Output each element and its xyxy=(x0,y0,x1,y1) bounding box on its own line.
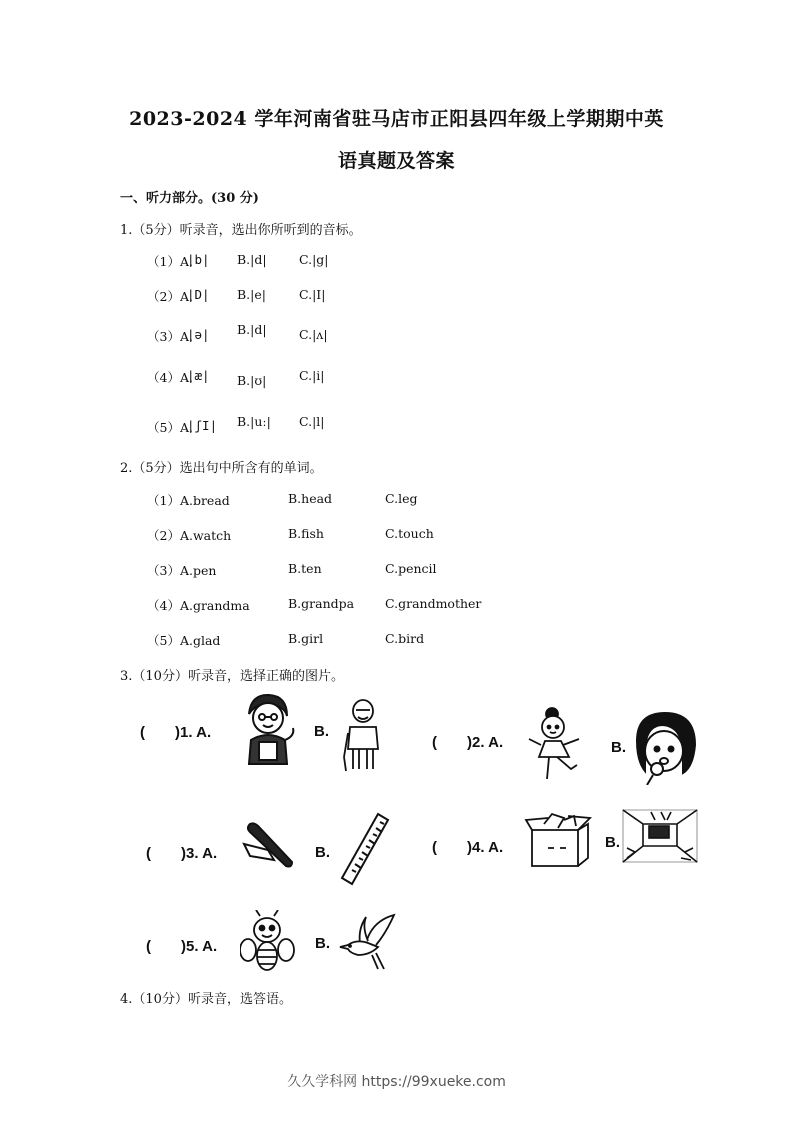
q1-row-3-option-a: |ə| xyxy=(187,327,210,342)
page-title-line-2: 语真题及答案 xyxy=(337,150,455,172)
q2-row-2-option-c: C.touch xyxy=(385,526,434,541)
q3-item-4-label: ( )4. A. xyxy=(432,839,504,856)
room-drawing-icon xyxy=(621,808,699,868)
q1-row-1-option-c: C.|g| xyxy=(299,252,329,267)
q1-row-5-label: （5）A. xyxy=(147,420,193,435)
q1-row-5-option-c: C.|l| xyxy=(299,414,325,429)
q2-row-3-option-a: （3）A.pen xyxy=(147,563,217,578)
q2-row-1-option-c: C.leg xyxy=(385,491,418,506)
q1-row-1-label: （1）A. xyxy=(147,254,193,269)
question-2-prompt: 2.（5分）选出句中所含有的单词。 xyxy=(120,461,323,476)
pencil-sharpener-drawing-icon xyxy=(242,820,296,874)
q3-item-3-option-b: B. xyxy=(315,844,330,861)
q1-row-3-option-c: C.|ʌ| xyxy=(299,327,328,342)
dancing-girl-drawing-icon xyxy=(527,705,585,787)
q1-row-4-option-a: |æ| xyxy=(187,368,210,383)
q2-row-4-option-c: C.grandmother xyxy=(385,596,482,611)
q1-row-3-label: （3）A. xyxy=(147,329,193,344)
q2-row-4-option-b: B.grandpa xyxy=(288,596,355,611)
q3-item-3-label: ( )3. A. xyxy=(146,845,218,862)
q1-row-4-option-c: C.|i| xyxy=(299,368,325,383)
q1-row-1-option-b: B.|d| xyxy=(237,252,267,267)
q1-row-2-label: （2）A. xyxy=(147,289,193,304)
q1-row-4-option-b: B.|ʊ| xyxy=(237,373,267,388)
q1-row-2-option-b: B.|e| xyxy=(237,287,266,302)
box-drawing-icon xyxy=(524,812,592,872)
q1-row-2-option-c: C.|I| xyxy=(299,287,326,302)
q2-row-5-option-c: C.bird xyxy=(385,631,425,646)
q2-row-2-option-b: B.fish xyxy=(288,526,324,541)
q2-row-5-option-b: B.girl xyxy=(288,631,324,646)
q1-row-4-label: （4）A. xyxy=(147,370,193,385)
q2-row-1-option-b: B.head xyxy=(288,491,333,506)
q2-row-5-option-a: （5）A.glad xyxy=(147,633,221,648)
ruler-drawing-icon xyxy=(338,812,392,890)
section-heading-listening: 一、听力部分。(30 分) xyxy=(120,191,259,206)
q3-item-1-option-b: B. xyxy=(314,723,329,740)
q3-item-2-label: ( )2. A. xyxy=(432,734,504,751)
q1-row-2-option-a: |D| xyxy=(187,287,210,302)
q2-row-3-option-b: B.ten xyxy=(288,561,322,576)
q3-item-5-option-b: B. xyxy=(315,935,330,952)
q1-row-5-option-b: B.|uː| xyxy=(237,414,271,429)
grandma-drawing-icon xyxy=(237,690,297,772)
q3-item-4-option-b: B. xyxy=(605,834,620,851)
q2-row-1-option-a: （1）A.bread xyxy=(147,493,230,508)
grandpa-drawing-icon xyxy=(340,697,386,777)
footer-source: 久久学科网 https://99xueke.com xyxy=(287,1074,506,1090)
q3-item-1-label: ( )1. A. xyxy=(140,724,212,741)
question-1-prompt: 1.（5分）听录音，选出你所听到的音标。 xyxy=(120,223,362,238)
q3-item-2-option-b: B. xyxy=(611,739,626,756)
q1-row-5-option-a: |ʃI| xyxy=(187,418,218,433)
bird-drawing-icon xyxy=(338,913,396,975)
q2-row-4-option-a: （4）A.grandma xyxy=(147,598,250,613)
bee-drawing-icon xyxy=(240,910,296,978)
q2-row-2-option-a: （2）A.watch xyxy=(147,528,232,543)
q3-item-5-label: ( )5. A. xyxy=(146,938,218,955)
q2-row-3-option-c: C.pencil xyxy=(385,561,437,576)
q1-row-3-option-b: B.|d| xyxy=(237,322,267,337)
singing-girl-drawing-icon xyxy=(631,711,699,789)
q1-row-1-option-a: |b| xyxy=(187,252,210,267)
page-title-line-1: 2023-2024 学年河南省驻马店市正阳县四年级上学期期中英 xyxy=(129,108,664,130)
question-3-prompt: 3.（10分）听录音，选择正确的图片。 xyxy=(120,669,344,684)
question-4-prompt: 4.（10分）听录音，选答语。 xyxy=(120,992,292,1007)
